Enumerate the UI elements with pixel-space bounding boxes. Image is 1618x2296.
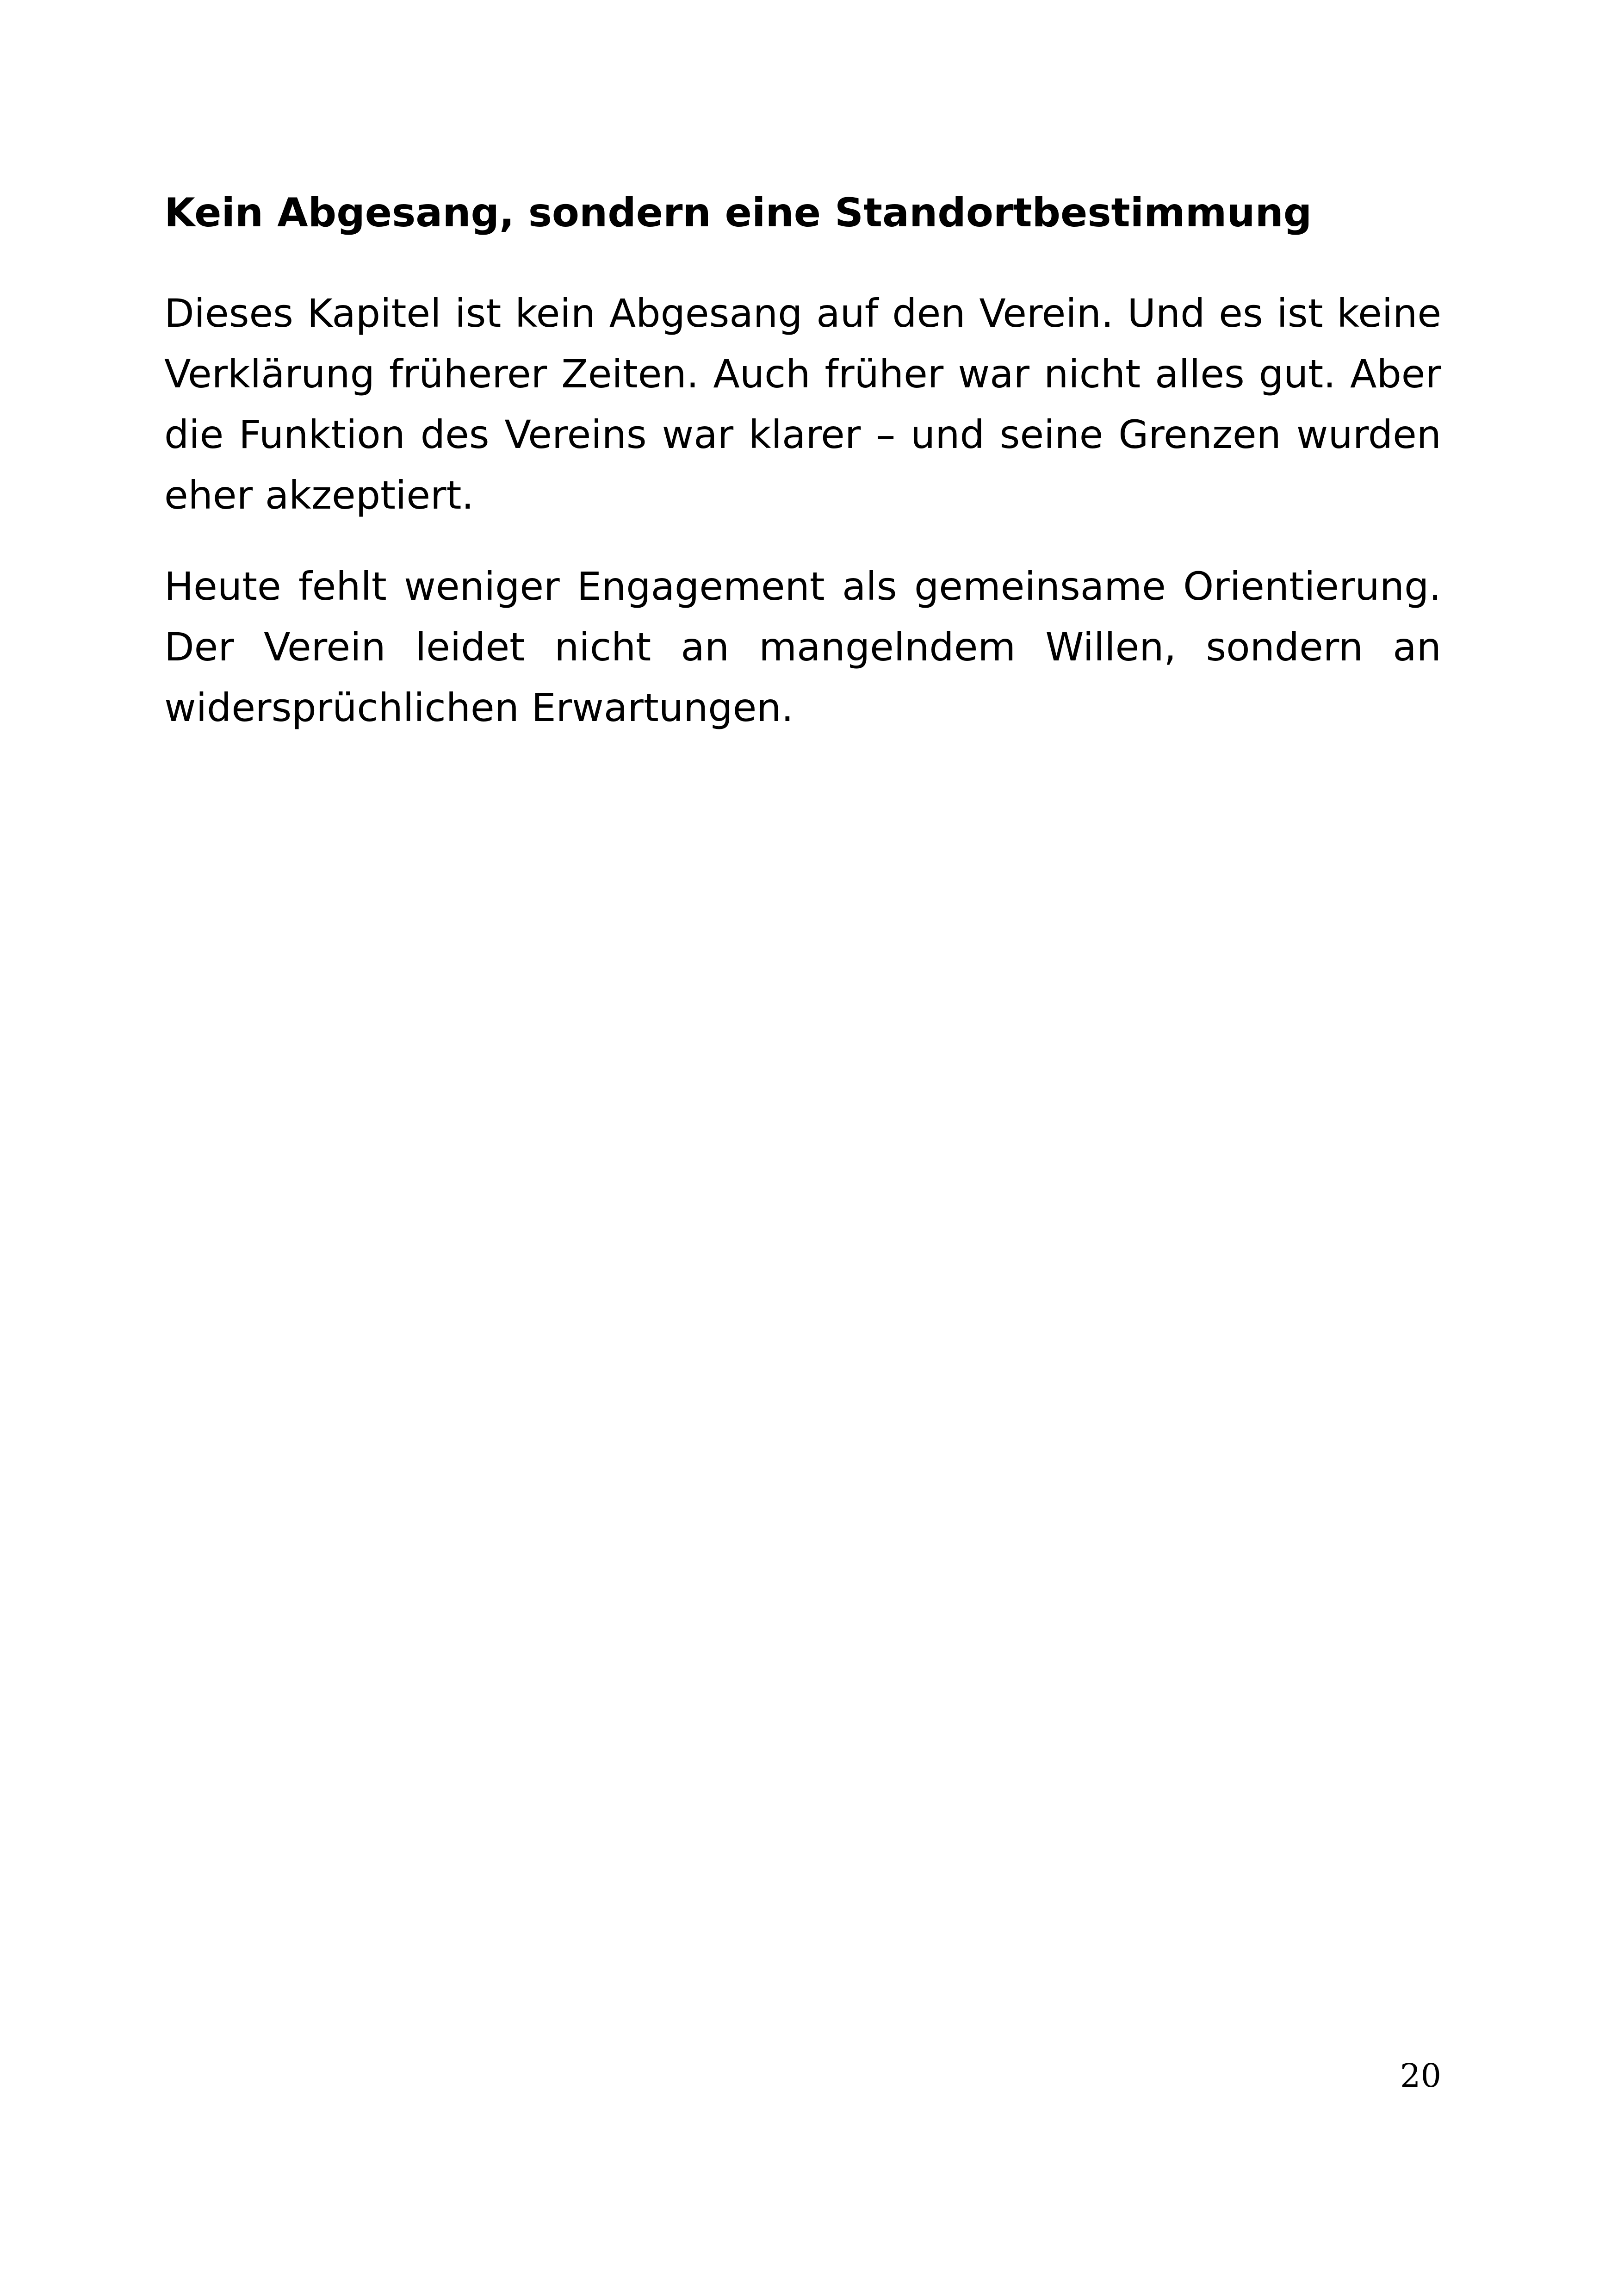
- body-paragraph: Dieses Kapitel ist kein Abgesang auf den Verein. Und es ist keine Verklärung früherer Zeiten. Auch früher war nicht alles gut. Aber die Funktion des Vereins war klarer – und seine Grenzen wurden eher akzeptiert.: [164, 291, 1441, 518]
- section-heading: Kein Abgesang, sondern eine Standortbestimmung: [164, 190, 1312, 236]
- body-paragraph: Heute fehlt weniger Engagement als gemeinsame Orientierung. Der Verein leidet nicht an mangelndem Willen, sondern an widersprüchlichen Erwartungen.: [164, 564, 1441, 730]
- page-number: 20: [1400, 2057, 1441, 2095]
